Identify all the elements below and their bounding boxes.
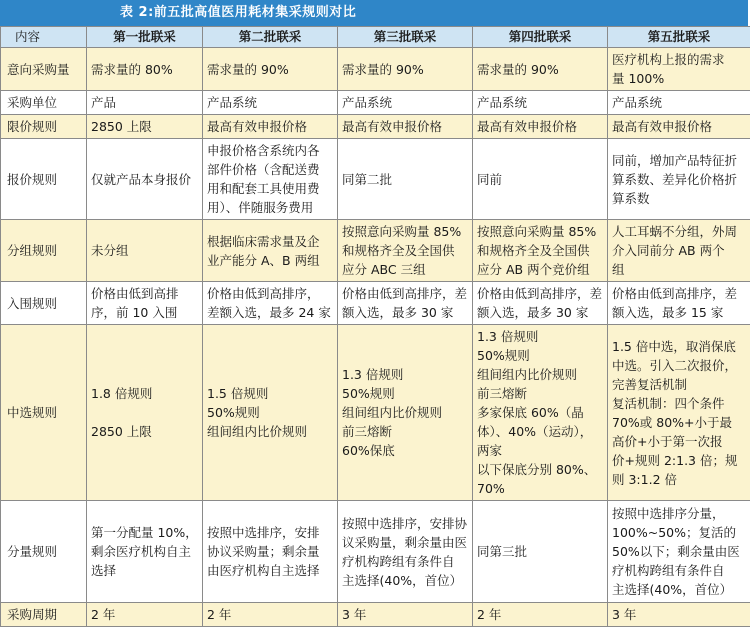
- cell-line: 2850 上限: [91, 422, 198, 441]
- table-cell: [87, 91, 203, 115]
- header-cell-batch-3: 第三批联采: [338, 27, 473, 48]
- table-cell: [608, 220, 750, 282]
- header-row: [1, 27, 750, 48]
- table-cell: [203, 139, 338, 220]
- cell-line: 50%规则: [477, 346, 603, 365]
- table-cell: [473, 603, 608, 627]
- cell-line: 额入选，最多 30 家: [477, 303, 603, 322]
- cell-line: 需求量的 80%: [91, 60, 198, 79]
- cell-line: 额入选，最多 30 家: [342, 303, 468, 322]
- cell-line: 同第二批: [342, 170, 468, 189]
- table-cell: [203, 501, 338, 603]
- table-title: 表 2:前五批高值医用耗材集采规则对比: [120, 0, 356, 26]
- table-cell: [338, 603, 473, 627]
- cell-line: 需求量的 90%: [477, 60, 603, 79]
- cell-line: 3 年: [342, 605, 468, 624]
- table-cell: [473, 139, 608, 220]
- cell-line: 和规格齐全及全国供: [477, 241, 603, 260]
- table-cell: [87, 325, 203, 501]
- table-row: [1, 325, 750, 501]
- table-cell: [338, 325, 473, 501]
- header-cell-content: 内容: [1, 27, 87, 48]
- cell-line: 最高有效申报价格: [612, 117, 746, 136]
- cell-line: 部件价格（含配送费: [207, 160, 333, 179]
- cell-line: [91, 403, 198, 422]
- row-label: 入围规则: [1, 282, 87, 325]
- cell-line: 用）、伴随服务费用: [207, 198, 333, 217]
- cell-line: 按照中选排序分量，: [612, 504, 746, 523]
- table-cell: [473, 282, 608, 325]
- cell-line: 由医疗机构自主选择: [207, 561, 333, 580]
- row-label: 中选规则: [1, 325, 87, 501]
- cell-line: 用和配套工具使用费: [207, 179, 333, 198]
- table-cell: [608, 282, 750, 325]
- table-cell: [203, 48, 338, 91]
- cell-line: 量 100%: [612, 69, 746, 88]
- cell-line: 价+规则 2:1.3 倍；规: [612, 451, 746, 470]
- cell-line: 额入选，最多 15 家: [612, 303, 746, 322]
- header-cell-batch-1: 第一批联采: [87, 27, 203, 48]
- cell-line: 差额入选，最多 24 家: [207, 303, 333, 322]
- table-row: [1, 91, 750, 115]
- cell-line: 议采购量，剩余量由医: [342, 533, 468, 552]
- cell-line: 医疗机构上报的需求: [612, 50, 746, 69]
- cell-line: 前三熔断: [342, 422, 468, 441]
- cell-line: 高价+小于第一次报: [612, 432, 746, 451]
- table-cell: [338, 91, 473, 115]
- cell-line: 算系数、差异化价格折: [612, 170, 746, 189]
- cell-line: 按照中选排序，安排: [207, 523, 333, 542]
- table-cell: [87, 115, 203, 139]
- cell-line: 1.5 倍规则: [207, 384, 333, 403]
- cell-line: 产品系统: [342, 93, 468, 112]
- header-cell-batch-4: 第四批联采: [473, 27, 608, 48]
- cell-line: 最高有效申报价格: [342, 117, 468, 136]
- table-row: [1, 115, 750, 139]
- cell-line: 复活机制：四个条件: [612, 394, 746, 413]
- cell-line: 价格由低到高排: [91, 284, 198, 303]
- cell-line: 疗机构跨组有条件自: [342, 552, 468, 571]
- cell-line: 1.3 倍规则: [342, 365, 468, 384]
- table-cell: [338, 501, 473, 603]
- table-cell: [473, 325, 608, 501]
- cell-line: 协议采购量；剩余量: [207, 542, 333, 561]
- cell-line: 算系数: [612, 189, 746, 208]
- row-label: 意向采购量: [1, 48, 87, 91]
- cell-line: 组间组内比价规则: [207, 422, 333, 441]
- table-cell: [203, 282, 338, 325]
- cell-line: 根据临床需求量及企: [207, 232, 333, 251]
- cell-line: 70%或 80%+小于最: [612, 413, 746, 432]
- header-cell-batch-2: 第二批联采: [203, 27, 338, 48]
- cell-line: 产品系统: [477, 93, 603, 112]
- cell-line: 产品系统: [207, 93, 333, 112]
- cell-line: 100%~50%；复活的: [612, 523, 746, 542]
- comparison-table: [0, 26, 750, 627]
- table-cell: [203, 91, 338, 115]
- cell-line: 50%规则: [342, 384, 468, 403]
- cell-line: 2 年: [207, 605, 333, 624]
- cell-line: 申报价格含系统内各: [207, 141, 333, 160]
- cell-line: 组间组内比价规则: [477, 365, 603, 384]
- row-label: 采购单位: [1, 91, 87, 115]
- table-cell: [608, 603, 750, 627]
- table-cell: [87, 603, 203, 627]
- cell-line: 2850 上限: [91, 117, 198, 136]
- cell-line: 价格由低到高排序，差: [342, 284, 468, 303]
- cell-line: 选择: [91, 561, 198, 580]
- table-cell: [473, 501, 608, 603]
- table-cell: [473, 220, 608, 282]
- title-bar: [0, 0, 750, 26]
- cell-line: 以下保底分别 80%、: [477, 460, 603, 479]
- cell-line: 应分 ABC 三组: [342, 260, 468, 279]
- cell-line: 未分组: [91, 241, 198, 260]
- table-row: [1, 603, 750, 627]
- cell-line: 剩余医疗机构自主: [91, 542, 198, 561]
- cell-line: 主选择(40%，首位）: [612, 580, 746, 599]
- cell-line: 第一分配量 10%，: [91, 523, 198, 542]
- cell-line: 介入同前分 AB 两个: [612, 241, 746, 260]
- cell-line: 50%以下；剩余量由医: [612, 542, 746, 561]
- cell-line: 2 年: [477, 605, 603, 624]
- table-cell: [87, 48, 203, 91]
- row-label: 报价规则: [1, 139, 87, 220]
- title-tab: [0, 0, 748, 26]
- table-cell: [203, 115, 338, 139]
- cell-line: 仅就产品本身报价: [91, 170, 198, 189]
- row-label: 采购周期: [1, 603, 87, 627]
- cell-line: 按照意向采购量 85%: [477, 222, 603, 241]
- table-cell: [473, 115, 608, 139]
- cell-line: 体）、40%（运动），两家: [477, 422, 603, 460]
- cell-line: 同前，增加产品特征折: [612, 151, 746, 170]
- cell-line: 需求量的 90%: [207, 60, 333, 79]
- row-label: 分量规则: [1, 501, 87, 603]
- table-cell: [608, 325, 750, 501]
- cell-line: 1.3 倍规则: [477, 327, 603, 346]
- cell-line: 60%保底: [342, 441, 468, 460]
- cell-line: 最高有效申报价格: [207, 117, 333, 136]
- cell-line: 同第三批: [477, 542, 603, 561]
- table-cell: [338, 139, 473, 220]
- row-label: 限价规则: [1, 115, 87, 139]
- table-cell: [608, 501, 750, 603]
- cell-line: 按照意向采购量 85%: [342, 222, 468, 241]
- cell-line: 价格由低到高排序，差: [612, 284, 746, 303]
- table-cell: [338, 282, 473, 325]
- cell-line: 价格由低到高排序，差: [477, 284, 603, 303]
- cell-line: 序，前 10 入围: [91, 303, 198, 322]
- cell-line: 前三熔断: [477, 384, 603, 403]
- table-cell: [473, 91, 608, 115]
- table-cell: [87, 220, 203, 282]
- cell-line: 70%: [477, 479, 603, 498]
- table-cell: [608, 139, 750, 220]
- cell-line: 最高有效申报价格: [477, 117, 603, 136]
- cell-line: 2 年: [91, 605, 198, 624]
- table-cell: [87, 139, 203, 220]
- cell-line: 主选择(40%，首位）: [342, 571, 468, 590]
- cell-line: 中选。引入二次报价，: [612, 356, 746, 375]
- table-cell: [87, 282, 203, 325]
- table-cell: [338, 48, 473, 91]
- cell-line: 50%规则: [207, 403, 333, 422]
- cell-line: 组: [612, 260, 746, 279]
- cell-line: 价格由低到高排序，: [207, 284, 333, 303]
- cell-line: 1.5 倍中选，取消保底: [612, 337, 746, 356]
- cell-line: 则 3:1.2 倍: [612, 470, 746, 489]
- cell-line: 组间组内比价规则: [342, 403, 468, 422]
- header-cell-batch-5: 第五批联采: [608, 27, 750, 48]
- cell-line: 人工耳蜗不分组，外周: [612, 222, 746, 241]
- table-cell: [203, 603, 338, 627]
- table-row: [1, 220, 750, 282]
- cell-line: 按照中选排序，安排协: [342, 514, 468, 533]
- table-row: [1, 48, 750, 91]
- table-row: [1, 282, 750, 325]
- cell-line: 完善复活机制: [612, 375, 746, 394]
- table-cell: [203, 220, 338, 282]
- table-cell: [338, 220, 473, 282]
- cell-line: 3 年: [612, 605, 746, 624]
- table-cell: [87, 501, 203, 603]
- cell-line: 多家保底 60%（晶: [477, 403, 603, 422]
- cell-line: 业产能分 A、B 两组: [207, 251, 333, 270]
- cell-line: 同前: [477, 170, 603, 189]
- table-row: [1, 501, 750, 603]
- cell-line: 产品系统: [612, 93, 746, 112]
- cell-line: 需求量的 90%: [342, 60, 468, 79]
- cell-line: 和规格齐全及全国供: [342, 241, 468, 260]
- cell-line: 应分 AB 两个竞价组: [477, 260, 603, 279]
- table-cell: [338, 115, 473, 139]
- table-cell: [608, 115, 750, 139]
- table-cell: [473, 48, 608, 91]
- table-cell: [608, 48, 750, 91]
- table-cell: [608, 91, 750, 115]
- table-cell: [203, 325, 338, 501]
- cell-line: 疗机构跨组有条件自: [612, 561, 746, 580]
- cell-line: 产品: [91, 93, 198, 112]
- row-label: 分组规则: [1, 220, 87, 282]
- table-row: [1, 139, 750, 220]
- cell-line: 1.8 倍规则: [91, 384, 198, 403]
